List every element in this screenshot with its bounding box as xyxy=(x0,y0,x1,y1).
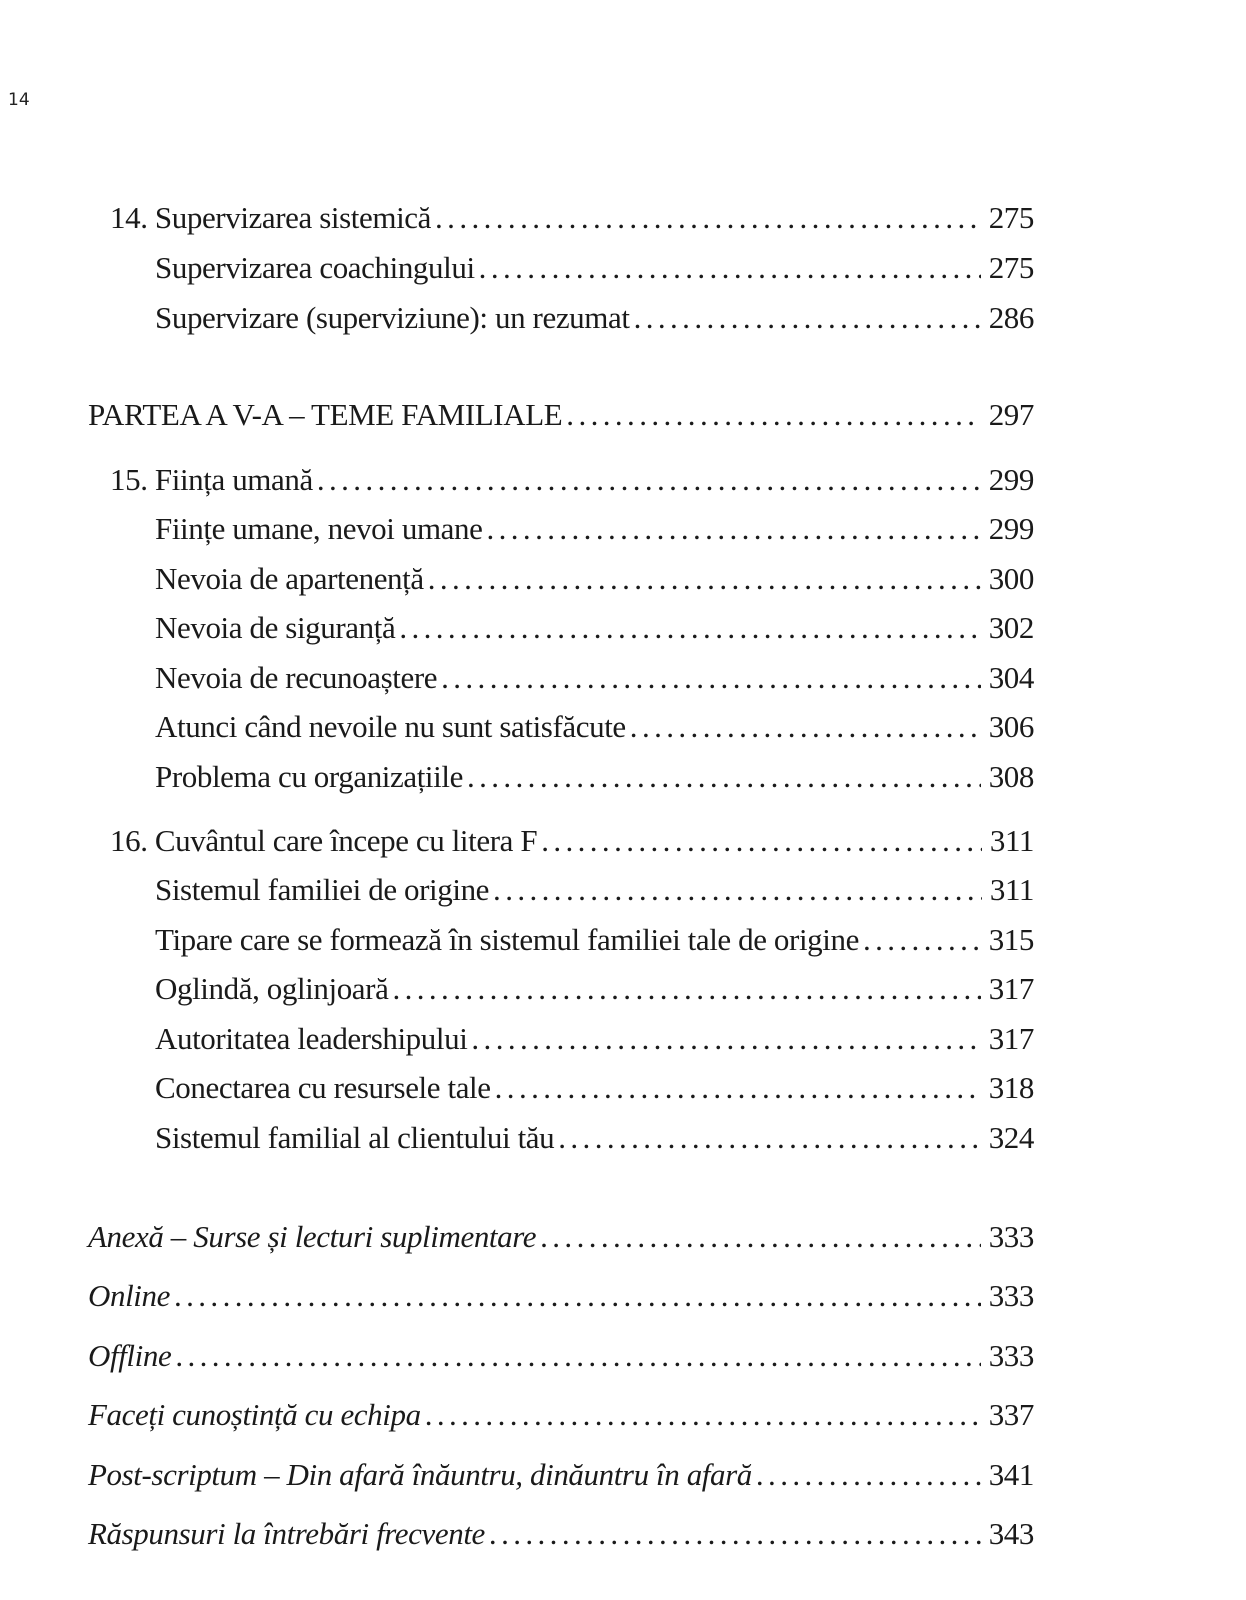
toc-entry-title: Oglindă, oglinjoară xyxy=(155,971,389,1006)
toc-entry-title: Supervizare (superviziune): un rezumat xyxy=(155,300,630,335)
toc-entry-page: 317 xyxy=(988,971,1034,1006)
page-number: 14 xyxy=(8,90,30,110)
toc-entry-chapter-16[interactable] xyxy=(110,821,1034,861)
toc-entry[interactable] xyxy=(155,707,1034,747)
toc-entry[interactable] xyxy=(155,920,1034,960)
toc-entry-title: Sistemul familiei de origine xyxy=(155,872,490,907)
toc-entry-title: Nevoia de apartenență xyxy=(155,561,424,596)
toc-entry-page: 317 xyxy=(988,1021,1034,1056)
toc-entry[interactable] xyxy=(155,559,1034,599)
toc-entry-title: Nevoia de recunoaștere xyxy=(155,660,438,695)
dot-leader xyxy=(399,608,980,648)
toc-entry-team[interactable] xyxy=(88,1395,1034,1435)
toc-entry-title: Faceți cunoștință cu echipa xyxy=(88,1397,421,1432)
dot-leader xyxy=(467,757,981,797)
toc-entry-page: 337 xyxy=(988,1397,1034,1432)
toc-entry-page: 311 xyxy=(989,872,1034,907)
toc-entry-page: 341 xyxy=(988,1457,1034,1492)
toc-entry[interactable] xyxy=(155,509,1034,549)
dot-leader xyxy=(175,1336,980,1376)
dot-leader xyxy=(441,658,981,698)
toc-entry-part-5[interactable] xyxy=(88,395,1034,435)
toc-entry-page: 304 xyxy=(988,660,1034,695)
dot-leader xyxy=(863,920,981,960)
dot-leader xyxy=(174,1276,981,1316)
toc-entry-online[interactable] xyxy=(88,1276,1034,1316)
dot-leader xyxy=(435,198,981,238)
toc-entry-page: 275 xyxy=(988,250,1034,285)
toc-entry[interactable] xyxy=(155,1068,1034,1108)
toc-entry-page: 297 xyxy=(988,397,1034,432)
toc-entry-title: Ființe umane, nevoi umane xyxy=(155,511,483,546)
toc-entry-title: 15. Ființa umană xyxy=(110,462,313,497)
toc-entry-page: 286 xyxy=(988,300,1034,335)
dot-leader xyxy=(541,821,982,861)
toc-entry[interactable] xyxy=(155,969,1034,1009)
toc-entry-title: PARTEA A V-A – TEME FAMILIALE xyxy=(88,397,563,432)
toc-entry-chapter-15[interactable] xyxy=(110,460,1034,500)
toc-entry-page: 318 xyxy=(988,1070,1034,1105)
dot-leader xyxy=(634,298,981,338)
toc-entry-page: 333 xyxy=(988,1278,1034,1313)
dot-leader xyxy=(540,1217,981,1257)
toc-entry-title: Online xyxy=(88,1278,170,1313)
toc-entry-chapter-14[interactable] xyxy=(110,198,1034,238)
dot-leader xyxy=(317,460,981,500)
toc-entry-title: Offline xyxy=(88,1338,172,1373)
dot-leader xyxy=(425,1395,981,1435)
dot-leader xyxy=(756,1455,981,1495)
toc-entry[interactable] xyxy=(155,608,1034,648)
dot-leader xyxy=(558,1118,980,1158)
toc-entry-title: Problema cu organizațiile xyxy=(155,759,463,794)
toc-entry-title: 16. Cuvântul care începe cu litera F xyxy=(110,823,538,858)
dot-leader xyxy=(392,969,980,1009)
toc-entry-title: Conectarea cu resursele tale xyxy=(155,1070,491,1105)
toc-entry[interactable] xyxy=(155,1118,1034,1158)
toc-entry[interactable] xyxy=(155,757,1034,797)
toc-entry-title: Post-scriptum – Din afară înăuntru, dinăuntru în afară xyxy=(88,1457,752,1492)
toc-entry-title: Supervizarea coachingului xyxy=(155,250,475,285)
toc-entry[interactable] xyxy=(155,248,1034,288)
dot-leader xyxy=(493,870,982,910)
toc-entry-page: 333 xyxy=(988,1219,1034,1254)
dot-leader xyxy=(630,707,981,747)
dot-leader xyxy=(471,1019,980,1059)
toc-entry-page: 315 xyxy=(988,922,1034,957)
dot-leader xyxy=(489,1514,981,1554)
toc-entry-page: 343 xyxy=(988,1516,1034,1551)
toc-entry-page: 300 xyxy=(988,561,1034,596)
toc-entry-title: Autoritatea leadershipului xyxy=(155,1021,468,1056)
toc-entry-appendix[interactable] xyxy=(88,1217,1034,1257)
toc-entry-page: 308 xyxy=(988,759,1034,794)
toc-entry-title: 14. Supervizarea sistemică xyxy=(110,200,432,235)
dot-leader xyxy=(495,1068,981,1108)
toc-entry-page: 299 xyxy=(988,511,1034,546)
toc-entry-offline[interactable] xyxy=(88,1336,1034,1376)
toc-entry-page: 324 xyxy=(988,1120,1034,1155)
toc-entry[interactable] xyxy=(155,658,1034,698)
dot-leader xyxy=(566,395,980,435)
toc-entry-page: 275 xyxy=(988,200,1034,235)
toc-entry-title: Răspunsuri la întrebări frecvente xyxy=(88,1516,485,1551)
toc-entry-title: Atunci când nevoile nu sunt satisfăcute xyxy=(155,709,626,744)
dot-leader xyxy=(479,248,981,288)
toc-entry-title: Nevoia de siguranță xyxy=(155,610,396,645)
toc-entry-page: 306 xyxy=(988,709,1034,744)
toc-entry-title: Sistemul familial al clientului tău xyxy=(155,1120,555,1155)
toc-entry-page: 302 xyxy=(988,610,1034,645)
toc-entry-faq[interactable] xyxy=(88,1514,1034,1554)
toc-entry[interactable] xyxy=(155,870,1034,910)
toc-entry-post-scriptum[interactable] xyxy=(88,1455,1034,1495)
toc-entry-title: Anexă – Surse și lecturi suplimentare xyxy=(88,1219,537,1254)
toc-entry[interactable] xyxy=(155,1019,1034,1059)
toc-entry-page: 299 xyxy=(988,462,1034,497)
dot-leader xyxy=(428,559,981,599)
toc-entry[interactable] xyxy=(155,298,1034,338)
dot-leader xyxy=(486,509,980,549)
toc-entry-title: Tipare care se formează în sistemul familiei tale de origine xyxy=(155,922,859,957)
toc-entry-page: 311 xyxy=(989,823,1034,858)
toc-entry-page: 333 xyxy=(988,1338,1034,1373)
